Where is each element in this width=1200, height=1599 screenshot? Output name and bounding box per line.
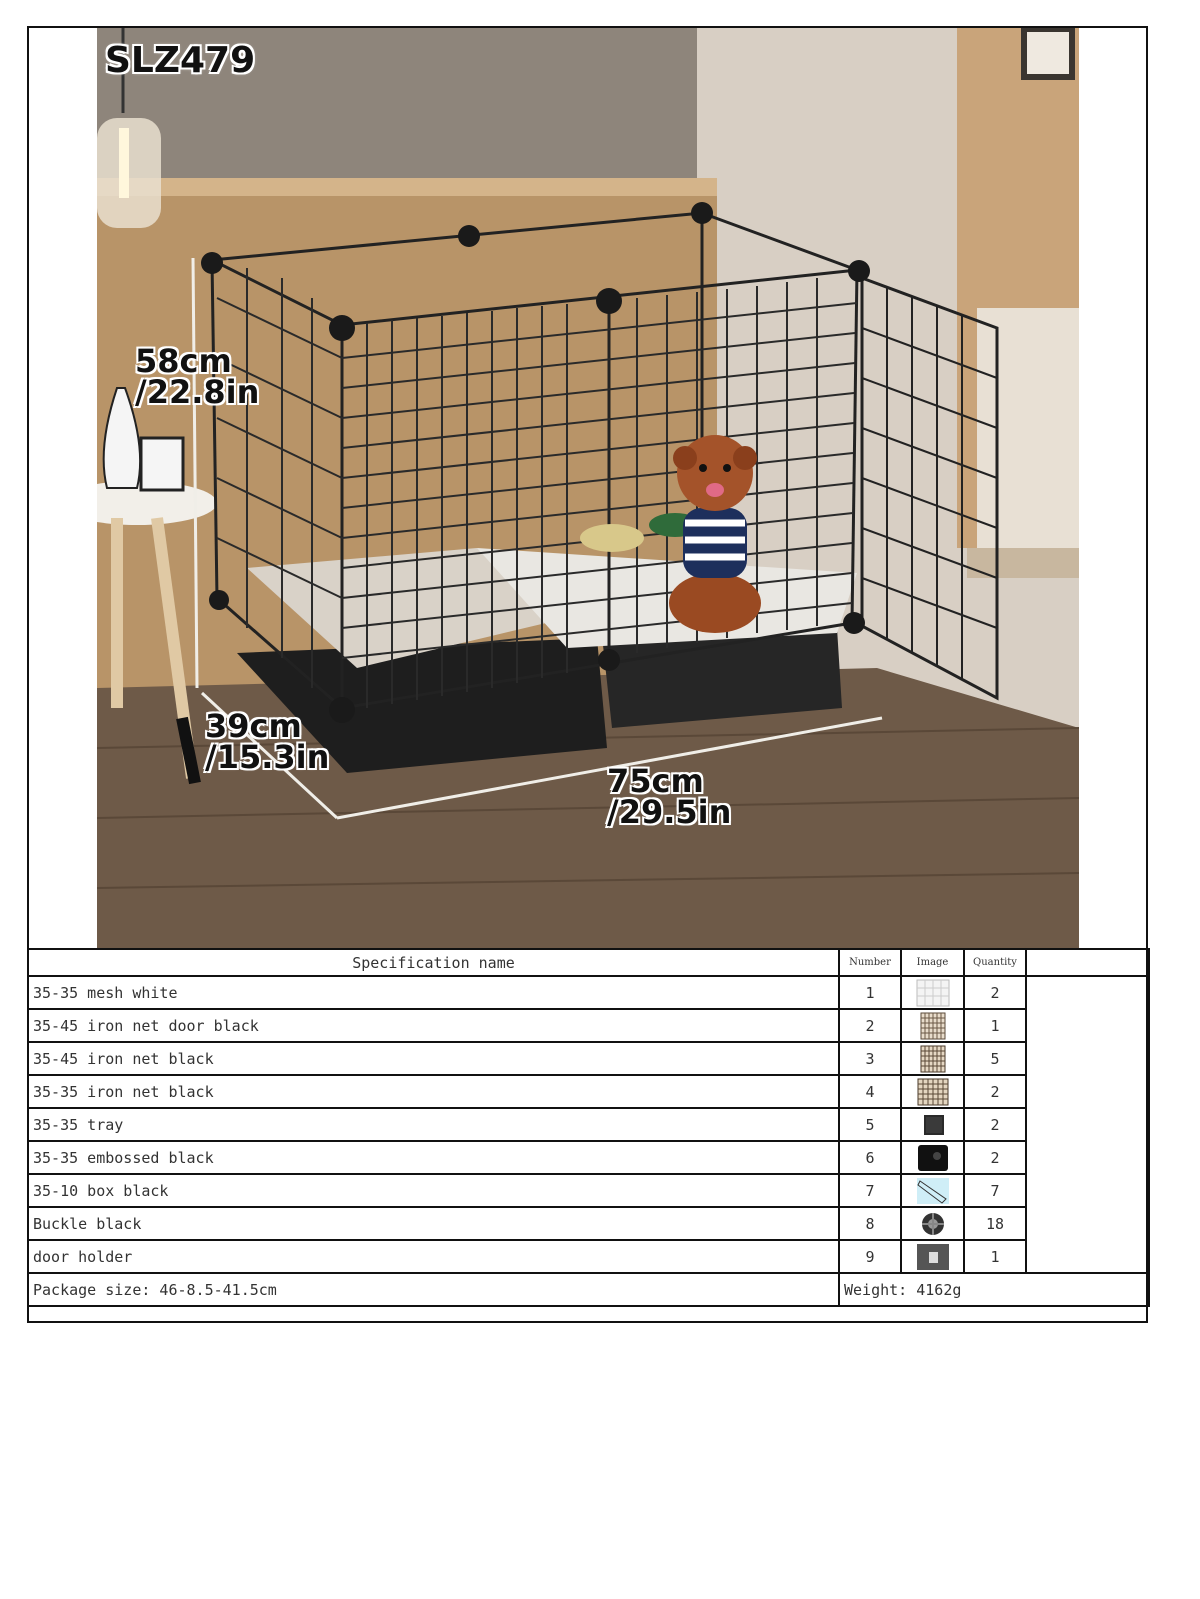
product-photo — [97, 28, 1079, 949]
package-size: Package size: 46-8.5-41.5cm — [28, 1273, 839, 1306]
white-mesh-panel-icon — [916, 983, 950, 1001]
spec-name: door holder — [28, 1240, 839, 1273]
tray-icon — [916, 1115, 950, 1133]
spec-quantity: 18 — [964, 1207, 1026, 1240]
spec-quantity: 2 — [964, 1141, 1026, 1174]
table-row — [28, 1075, 1149, 1108]
header-blank — [1026, 949, 1149, 976]
spec-quantity: 1 — [964, 1009, 1026, 1042]
spec-name: 35-35 iron net black — [28, 1075, 839, 1108]
spec-quantity: 7 — [964, 1174, 1026, 1207]
depth-dimension: 39cm /15.3in — [205, 707, 330, 776]
blank-cell — [1026, 1075, 1149, 1108]
header-quantity: Quantity — [964, 949, 1026, 976]
spec-name: 35-10 box black — [28, 1174, 839, 1207]
spec-number: 2 — [839, 1009, 901, 1042]
buckle-icon — [916, 1214, 950, 1232]
tall-mesh-panel-icon — [916, 1049, 950, 1067]
blank-cell — [1026, 1240, 1149, 1273]
blank-cell — [1026, 1141, 1149, 1174]
embossed-panel-icon — [916, 1148, 950, 1166]
table-header-row — [28, 949, 1149, 976]
cage-illustration — [97, 28, 1079, 949]
header-number: Number — [839, 949, 901, 976]
table-row — [28, 1174, 1149, 1207]
blank-cell — [1026, 1108, 1149, 1141]
model-number: SLZ479 — [105, 40, 256, 81]
spec-image — [901, 1141, 964, 1174]
spec-name: 35-35 mesh white — [28, 976, 839, 1009]
square-mesh-panel-icon — [916, 1082, 950, 1100]
spec-image — [901, 1042, 964, 1075]
spec-quantity: 2 — [964, 1108, 1026, 1141]
spec-number: 8 — [839, 1207, 901, 1240]
spec-quantity: 2 — [964, 976, 1026, 1009]
header-image: Image — [901, 949, 964, 976]
table-row — [28, 1042, 1149, 1075]
table-row — [28, 1207, 1149, 1240]
spec-image — [901, 1207, 964, 1240]
blank-cell — [1026, 1009, 1149, 1042]
mesh-door-panel-icon — [916, 1016, 950, 1034]
blank-cell — [1026, 1174, 1149, 1207]
table-row — [28, 1108, 1149, 1141]
table-row — [28, 1141, 1149, 1174]
spec-image — [901, 1174, 964, 1207]
height-dimension: 58cm /22.8in — [135, 342, 260, 411]
table-row — [28, 1240, 1149, 1273]
spec-image — [901, 1009, 964, 1042]
header-spec-name: Specification name — [28, 949, 839, 976]
blank-cell — [1026, 1207, 1149, 1240]
blank-cell — [1026, 1042, 1149, 1075]
spec-number: 6 — [839, 1141, 901, 1174]
blank-cell — [1026, 976, 1149, 1009]
spec-name: 35-45 iron net door black — [28, 1009, 839, 1042]
spec-image — [901, 1108, 964, 1141]
spec-quantity: 1 — [964, 1240, 1026, 1273]
spec-image — [901, 976, 964, 1009]
footer-row — [28, 1273, 1149, 1306]
specification-table — [27, 948, 1150, 1307]
spec-quantity: 5 — [964, 1042, 1026, 1075]
width-dimension: 75cm /29.5in — [607, 762, 732, 831]
spec-number: 7 — [839, 1174, 901, 1207]
spec-name: Buckle black — [28, 1207, 839, 1240]
weight: Weight: 4162g — [839, 1273, 1149, 1306]
spec-image — [901, 1240, 964, 1273]
spec-number: 1 — [839, 976, 901, 1009]
table-row — [28, 1009, 1149, 1042]
spec-number: 5 — [839, 1108, 901, 1141]
spec-number: 4 — [839, 1075, 901, 1108]
spec-name: 35-35 embossed black — [28, 1141, 839, 1174]
door-holder-icon — [916, 1247, 950, 1265]
spec-quantity: 2 — [964, 1075, 1026, 1108]
spec-number: 3 — [839, 1042, 901, 1075]
spec-name: 35-45 iron net black — [28, 1042, 839, 1075]
spec-sheet — [27, 26, 1148, 1323]
table-row — [28, 976, 1149, 1009]
spec-name: 35-35 tray — [28, 1108, 839, 1141]
box-panel-icon — [916, 1181, 950, 1199]
spec-image — [901, 1075, 964, 1108]
spec-number: 9 — [839, 1240, 901, 1273]
